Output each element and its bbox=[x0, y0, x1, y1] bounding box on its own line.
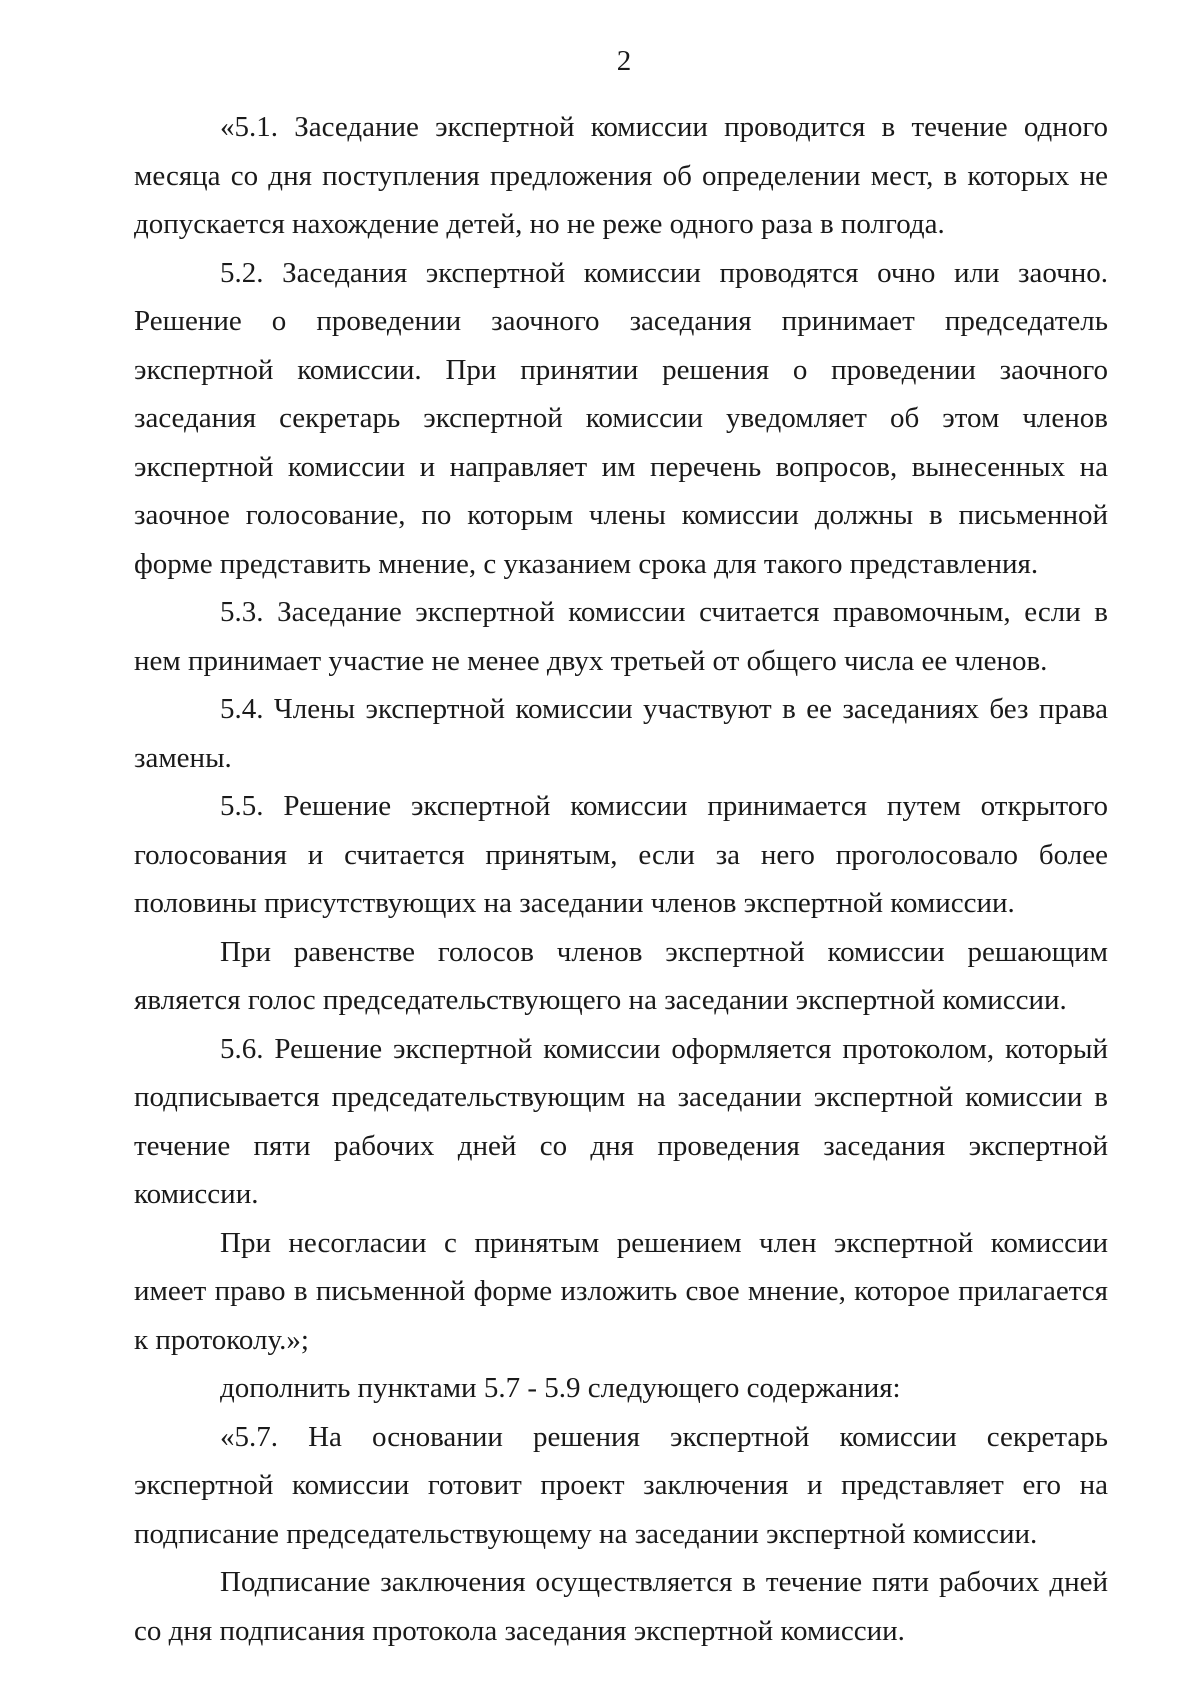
paragraph-5-7-signing: Подписание заключения осуществляется в течение пяти рабочих дней со дня подписания протокола заседания экспертной комиссии. bbox=[134, 1566, 1108, 1647]
paragraph-5-6-dissent: При несогласии с принятым решением член экспертной комиссии имеет право в письменной форме изложить свое мнение, которое прилагается к протоколу.»; bbox=[134, 1226, 1108, 1356]
document-body bbox=[134, 103, 1108, 1655]
paragraph-5-5: 5.5. Решение экспертной комиссии принимается путем открытого голосования и считается принятым, если за него проголосовало более половины присутствующих на заседании членов экспертной комиссии. bbox=[134, 790, 1108, 919]
page-number: 2 bbox=[616, 45, 632, 77]
paragraph-5-6: 5.6. Решение экспертной комиссии оформляется протоколом, который подписывается председательствующим на заседании экспертной комиссии в течение пяти рабочих дней со дня проведения заседания экспертной комиссии. bbox=[134, 1032, 1108, 1210]
paragraph-5-4: 5.4. Члены экспертной комиссии участвуют в ее заседаниях без права замены. bbox=[134, 693, 1108, 774]
paragraph-5-2: 5.2. Заседания экспертной комиссии проводятся очно или заочно. Решение о проведении заочного заседания принимает председатель экспертной комиссии. При принятии решения о проведении заочного заседания секретарь экспертной комиссии уведомляет об этом членов экспертной комиссии и направляет им перечень вопросов, вынесенных на заочное голосование, по которым члены комиссии должны в письменной форме представить мнение, с указанием срока для такого представления. bbox=[134, 256, 1108, 580]
paragraph-5-1: «5.1. Заседание экспертной комиссии проводится в течение одного месяца со дня поступления предложения об определении мест, в которых не допускается нахождение детей, но не реже одного раза в полгода. bbox=[134, 111, 1108, 240]
paragraph-5-7: «5.7. На основании решения экспертной комиссии секретарь экспертной комиссии готовит проект заключения и представляет его на подписание председательствующему на заседании экспертной комиссии. bbox=[134, 1420, 1108, 1550]
paragraph-amendment-intro: дополнить пунктами 5.7 - 5.9 следующего содержания: bbox=[220, 1372, 901, 1404]
paragraph-5-5-tie-vote: При равенстве голосов членов экспертной комиссии решающим является голос председательствующего на заседании экспертной комиссии. bbox=[134, 935, 1108, 1016]
paragraph-5-3: 5.3. Заседание экспертной комиссии считается правомочным, если в нем принимает участие не менее двух третьей от общего числа ее членов. bbox=[134, 596, 1108, 677]
